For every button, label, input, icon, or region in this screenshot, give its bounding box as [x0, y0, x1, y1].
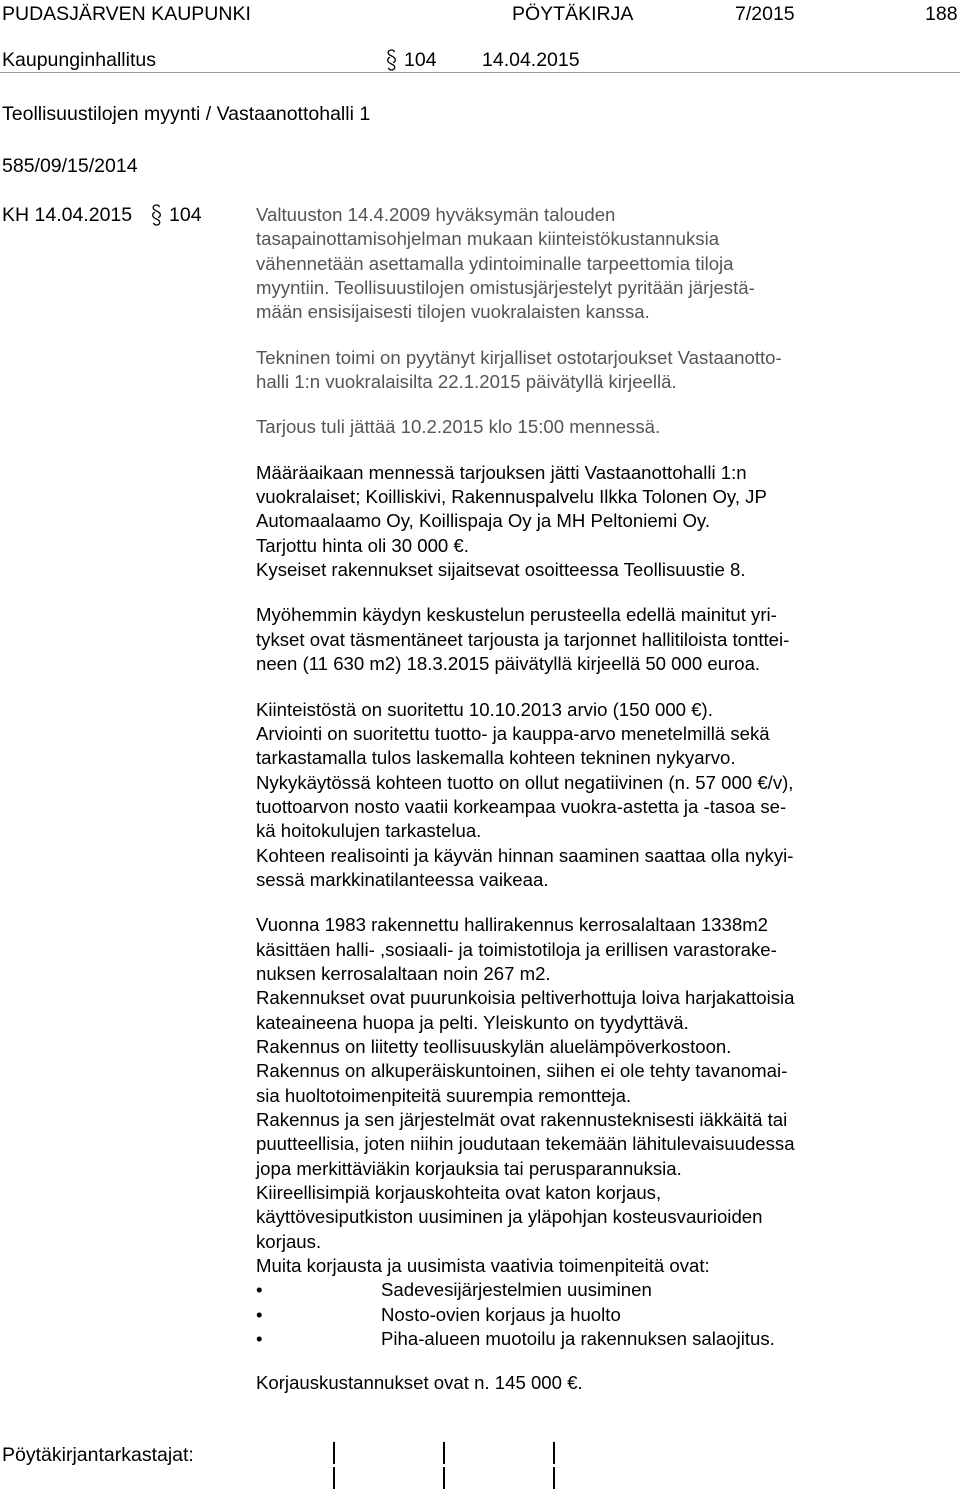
list-item-text: Sadevesijärjestelmien uusiminen: [381, 1279, 652, 1301]
body-line: vuokralaiset; Koilliskivi, Rakennuspalvelu Ilkka Tolonen Oy, JP: [256, 486, 767, 508]
body-line: käyttövesiputkiston uusiminen ja yläpohjan kosteusvaurioiden: [256, 1206, 763, 1228]
body-line: tasapainottamisohjelman mukaan kiinteistökustannuksia: [256, 228, 720, 250]
document-body: [256, 203, 956, 1396]
body-line: Tarjottu hinta oli 30 000 €.: [256, 534, 469, 556]
list-item-text: Nosto-ovien korjaus ja huolto: [381, 1303, 621, 1325]
list-item-text: Piha-alueen muotoilu ja rakennuksen salaojitus.: [381, 1328, 775, 1350]
meeting-section-number: 104: [169, 204, 202, 226]
meeting-reference: KH 14.04.2015: [2, 204, 133, 226]
paragraph-sign-icon: [150, 204, 163, 228]
body-line: Tekninen toimi on pyytänyt kirjalliset ostotarjoukset Vastaanotto-: [256, 346, 782, 368]
meeting-date: 14.04.2015: [482, 49, 580, 71]
signature-divider: [333, 1467, 335, 1489]
body-paragraph: [256, 698, 956, 893]
body-line: Rakennukset ovat puurunkoisia peltiverhottuja loiva harjakattoisia: [256, 987, 795, 1009]
closing-statement: Korjauskustannukset ovat n. 145 000 €.: [256, 1372, 583, 1394]
body-paragraph: [256, 913, 956, 1278]
body-line: jopa merkittäviäkin korjauksia tai perusparannuksia.: [256, 1157, 682, 1179]
body-paragraph: [256, 461, 956, 583]
body-paragraph: [256, 346, 956, 395]
body-line: Vuonna 1983 rakennettu hallirakennus kerrosalaltaan 1338m2: [256, 914, 769, 936]
body-line: Automaalaamo Oy, Koillispaja Oy ja MH Peltoniemi Oy.: [256, 510, 710, 532]
bullet-icon: •: [256, 1279, 263, 1301]
body-line: Kyseiset rakennukset sijaitsevat osoitteessa Teollisuustie 8.: [256, 559, 746, 581]
body-line: Nykykäytössä kohteen tuotto on ollut negatiivinen (n. 57 000 €/v),: [256, 771, 794, 793]
body-line: Kohteen realisointi ja käyvän hinnan saaminen saattaa olla nykyi-: [256, 844, 794, 866]
body-line: Muita korjausta ja uusimista vaativia toimenpiteitä ovat:: [256, 1255, 710, 1277]
body-line: tykset ovat täsmentäneet tarjousta ja tarjonnet hallitiloista tonttei-: [256, 628, 790, 650]
body-line: sia huoltotoimenpiteitä suurempia remontteja.: [256, 1084, 632, 1106]
body-paragraph: [256, 415, 956, 439]
body-line: mään ensisijaisesti tilojen vuokralaisten kanssa.: [256, 301, 650, 323]
body-line: neen (11 630 m2) 18.3.2015 päivätyllä kirjeellä 50 000 euroa.: [256, 653, 761, 675]
body-line: puutteellisia, joten niihin joudutaan tekemään lähitulevaisuudessa: [256, 1133, 795, 1155]
bullet-icon: •: [256, 1328, 263, 1350]
list-item: [256, 1327, 956, 1351]
body-line: Kiireellisimpiä korjauskohteita ovat katon korjaus,: [256, 1182, 662, 1204]
body-line: käsittäen halli- ,sosiaali- ja toimistotiloja ja erillisen varastorake-: [256, 938, 777, 960]
minutes-checkers-label: Pöytäkirjantarkastajat:: [2, 1444, 194, 1466]
body-line: myyntiin. Teollisuustilojen omistusjärjestelyt pyritään järjestä-: [256, 277, 755, 299]
bullet-list: [256, 1278, 956, 1351]
signature-divider: [553, 1467, 555, 1489]
paragraph-sign-icon: [385, 49, 398, 73]
body-line: Määräaikaan mennessä tarjouksen jätti Vastaanottohalli 1:n: [256, 461, 747, 483]
page-number: 188: [925, 3, 958, 25]
page-title: Teollisuustilojen myynti / Vastaanottohalli 1: [2, 103, 371, 125]
body-line: korjaus.: [256, 1230, 322, 1252]
body-line: nuksen kerrosalaltaan noin 267 m2.: [256, 962, 551, 984]
body-paragraph: [256, 203, 956, 325]
body-line: Rakennus ja sen järjestelmät ovat rakennusteknisesti iäkkäitä tai: [256, 1109, 788, 1130]
body-line: Myöhemmin käydyn keskustelun perusteella edellä mainitut yri-: [256, 604, 777, 626]
document-type: PÖYTÄKIRJA: [512, 3, 634, 25]
list-item: [256, 1278, 956, 1302]
body-line: tarkastamalla tulos laskemalla kohteen tekninen nykyarvo.: [256, 747, 736, 769]
body-line: kateaineena huopa ja pelti. Yleiskunto on tyydyttävä.: [256, 1011, 689, 1033]
body-line: Rakennus on alkuperäiskuntoinen, siihen ei ole tehty tavanomai-: [256, 1060, 788, 1082]
governing-body: Kaupunginhallitus: [2, 49, 156, 71]
body-line: Kiinteistöstä on suoritettu 10.10.2013 arvio (150 000 €).: [256, 698, 713, 720]
file-number: 585/09/15/2014: [2, 155, 138, 177]
body-line: Tarjous tuli jättää 10.2.2015 klo 15:00 mennessä.: [256, 416, 661, 438]
signature-divider: [333, 1442, 335, 1464]
body-line: Rakennus on liitetty teollisuuskylän aluelämpöverkostoon.: [256, 1035, 732, 1057]
signature-divider: [443, 1467, 445, 1489]
municipality-name: PUDASJÄRVEN KAUPUNKI: [2, 3, 251, 25]
body-line: vähennetään asettamalla ydintoiminalle tarpeettomia tiloja: [256, 252, 734, 274]
bullet-icon: •: [256, 1303, 263, 1325]
header-divider: [0, 72, 960, 73]
body-line: tuottoarvon nosto vaatii korkeampaa vuokra-astetta ja -tasoa se-: [256, 795, 787, 817]
section-number: 104: [404, 49, 437, 71]
body-line: kä hoitokulujen tarkastelua.: [256, 820, 482, 842]
list-item: [256, 1303, 956, 1327]
signature-divider: [443, 1442, 445, 1464]
body-line: sessä markkinatilanteessa vaikeaa.: [256, 868, 549, 890]
body-paragraph: [256, 603, 956, 676]
signature-divider: [553, 1442, 555, 1464]
body-line: Arviointi on suoritettu tuotto- ja kauppa-arvo menetelmillä sekä: [256, 722, 770, 744]
document-number: 7/2015: [735, 3, 795, 25]
body-line: Valtuuston 14.4.2009 hyväksymän talouden: [256, 204, 616, 225]
body-line: halli 1:n vuokralaisilta 22.1.2015 päivätyllä kirjeellä.: [256, 371, 677, 393]
